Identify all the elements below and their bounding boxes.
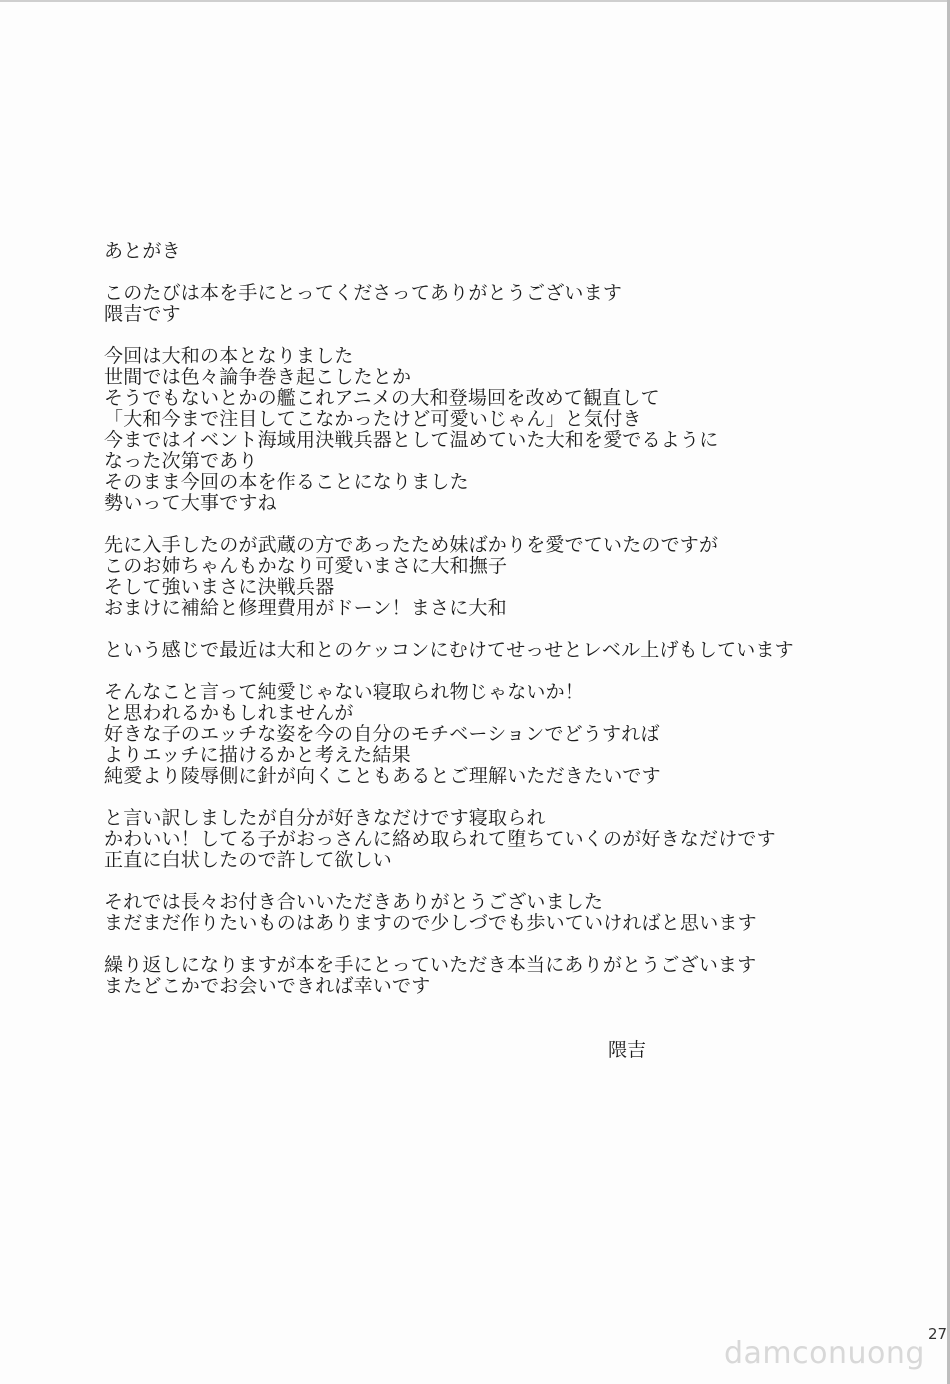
paragraph-1 [104, 283, 904, 325]
afterword-text [104, 241, 904, 997]
text-line: かわいい！してる子がおっさんに絡め取られて堕ちていくのが好きなだけです [104, 828, 776, 850]
text-line: 正直に白状したので許して欲しい [104, 849, 393, 871]
text-line: そうでもないとかの艦これアニメの大和登場回を改めて観直して [104, 387, 660, 409]
paragraph-3 [104, 535, 904, 619]
paragraph-8 [104, 955, 904, 997]
afterword-heading [104, 241, 904, 262]
text-line: そして強いまさに決戦兵器 [104, 576, 335, 598]
text-line: と思われるかもしれませんが [104, 702, 354, 724]
text-line: と言い訳しましたが自分が好きなだけです寝取られ [104, 807, 546, 829]
text-line: 先に入手したのが武蔵の方であったため妹ばかりを愛でていたのですが [104, 534, 719, 556]
watermark-text: damconuong [724, 1336, 925, 1371]
text-line: 隈吉です [104, 303, 181, 325]
text-line: なった次第であり [104, 450, 258, 472]
text-line: またどこかでお会いできれば幸いです [104, 975, 431, 997]
text-line: それでは長々お付き合いいただきありがとうございました [104, 891, 604, 913]
text-line: よりエッチに描けるかと考えた結果 [104, 744, 411, 766]
text-line: 今回は大和の本となりました [104, 345, 354, 367]
paragraph-2 [104, 346, 904, 514]
heading-line: あとがき [104, 240, 181, 262]
text-line: 勢いって大事ですね [104, 492, 277, 514]
text-line: 純愛より陵辱側に針が向くこともあるとご理解いただきたいです [104, 765, 661, 787]
page-top-edge [0, 0, 950, 2]
page-number: 27 [928, 1325, 948, 1343]
paragraph-4 [104, 640, 904, 661]
text-line: このお姉ちゃんもかなり可愛いまさに大和撫子 [104, 555, 508, 577]
paragraph-6 [104, 808, 904, 871]
author-signature: 隈吉 [608, 1039, 647, 1061]
text-line: 好きな子のエッチな姿を今の自分のモチベーションでどうすれば [104, 723, 660, 745]
text-line: 世間では色々論争巻き起こしたとか [104, 366, 412, 388]
paragraph-7 [104, 892, 904, 934]
text-line: 今まではイベント海域用決戦兵器として温めていた大和を愛でるように [104, 429, 719, 451]
text-line: 「大和今まで注目してこなかったけど可愛いじゃん」と気付き [104, 408, 642, 430]
text-line: このたびは本を手にとってくださってありがとうございます [104, 282, 623, 304]
paragraph-5 [104, 682, 904, 787]
text-line: 繰り返しになりますが本を手にとっていただき本当にありがとうございます [104, 954, 757, 976]
text-line: まだまだ作りたいものはありますので少しづでも歩いていければと思います [104, 912, 757, 934]
text-line: そのまま今回の本を作ることになりました [104, 471, 469, 493]
text-line: そんなこと言って純愛じゃない寝取られ物じゃないか！ [104, 681, 585, 703]
text-line: おまけに補給と修理費用がドーン！まさに大和 [104, 597, 507, 619]
text-line: という感じで最近は大和とのケッコンにむけてせっせとレベル上げもしています [104, 639, 794, 661]
